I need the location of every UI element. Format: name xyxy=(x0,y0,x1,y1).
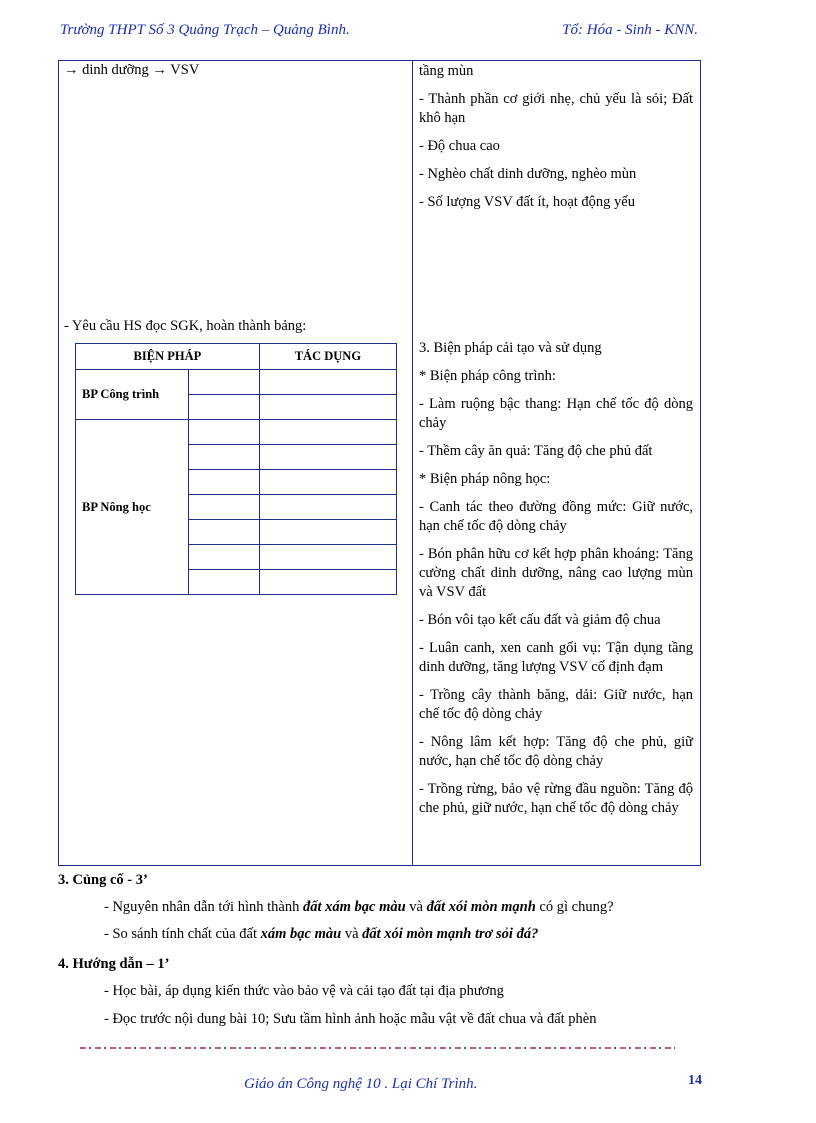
text-fertilizer: - Bón phân hữu cơ kết hợp phân khoáng: Tăng cường chất dinh dưỡng, nâng cao lượng mùn và VSV đất xyxy=(419,546,693,600)
text-microbes: - Số lượng VSV đất ít, hoạt động yếu xyxy=(419,194,635,210)
table-header-effect: TÁC DỤNG xyxy=(259,344,396,370)
guide-item-2: - Đọc trước nội dung bài 10; Sưu tầm hình ảnh hoặc mẫu vật về đất chua và đất phèn xyxy=(104,1011,597,1027)
text-humus-layer: tầng mùn xyxy=(419,63,474,79)
text-agroforestry: - Nông lâm kết hợp: Tăng độ che phủ, giữ nước, hạn chế tốc độ dòng chảy xyxy=(419,734,693,769)
column-divider xyxy=(412,60,413,866)
text-agronomic-measures: * Biện pháp nông học: xyxy=(419,471,551,487)
measures-table xyxy=(75,343,397,595)
footer-text: Giáo án Công nghệ 10 . Lại Chí Trình. xyxy=(244,1076,478,1092)
page-number: 14 xyxy=(688,1073,702,1088)
guide-item-1: - Học bài, áp dụng kiến thức vào bảo vệ và cải tạo đất tại địa phương xyxy=(104,983,504,999)
header-department: Tổ: Hóa - Sinh - KNN. xyxy=(562,22,698,38)
text-composition: - Thành phần cơ giới nhẹ, chủ yếu là sỏi; Đất khô hạn xyxy=(419,91,693,126)
decorative-divider xyxy=(80,1047,675,1049)
left-column xyxy=(64,62,404,79)
right-column xyxy=(419,62,693,827)
text-terrace: - Làm ruộng bậc thang: Hạn chế tốc độ dòng chảy xyxy=(419,396,693,431)
text-section-3: 3. Biện pháp cải tạo và sử dụng xyxy=(419,340,602,356)
consolidation-title: 3. Củng cố - 3’ xyxy=(58,872,148,888)
text-nutrient: - Nghèo chất dinh dưỡng, nghèo mùn xyxy=(419,166,637,182)
consolidation-q2: - So sánh tính chất của đất xám bạc màu và đất xói mòn mạnh trơ sỏi đá? xyxy=(104,926,539,942)
text-strips: - Trồng cây thành băng, dải: Giữ nước, hạn chế tốc độ dòng chảy xyxy=(419,687,693,722)
table-request: - Yêu cầu HS đọc SGK, hoàn thành bảng: xyxy=(64,318,307,334)
header-school: Trường THPT Số 3 Quảng Trạch – Quảng Bình. xyxy=(60,22,350,38)
row-label-construction: BP Công trình xyxy=(76,370,189,420)
row-label-agronomic: BP Nông học xyxy=(76,420,189,595)
table-header-measure: BIỆN PHÁP xyxy=(76,344,260,370)
text-construction-measures: * Biện pháp công trình: xyxy=(419,368,556,384)
text-contour: - Canh tác theo đường đồng mức: Giữ nước, hạn chế tốc độ dòng chảy xyxy=(419,499,693,534)
consolidation-q1: - Nguyên nhân dẫn tới hình thành đất xám bạc màu và đất xói mòn mạnh có gì chung? xyxy=(104,899,614,915)
left-top-line: → dinh dưỡng → VSV xyxy=(64,62,200,78)
text-rotation: - Luân canh, xen canh gối vụ: Tận dụng tầng dinh dưỡng, tăng lượng VSV cố định đạm xyxy=(419,640,693,675)
text-forest: - Trồng rừng, bảo vệ rừng đầu nguồn: Tăng độ che phủ, giữ nước, hạn chế tốc độ dòng chảy xyxy=(419,781,693,816)
guide-title: 4. Hướng dẫn – 1’ xyxy=(58,956,170,972)
text-lime: - Bón vôi tạo kết cấu đất và giảm độ chua xyxy=(419,612,661,628)
text-fruit-terrace: - Thềm cây ăn quả: Tăng độ che phủ đất xyxy=(419,443,653,459)
text-acidity: - Độ chua cao xyxy=(419,138,500,154)
